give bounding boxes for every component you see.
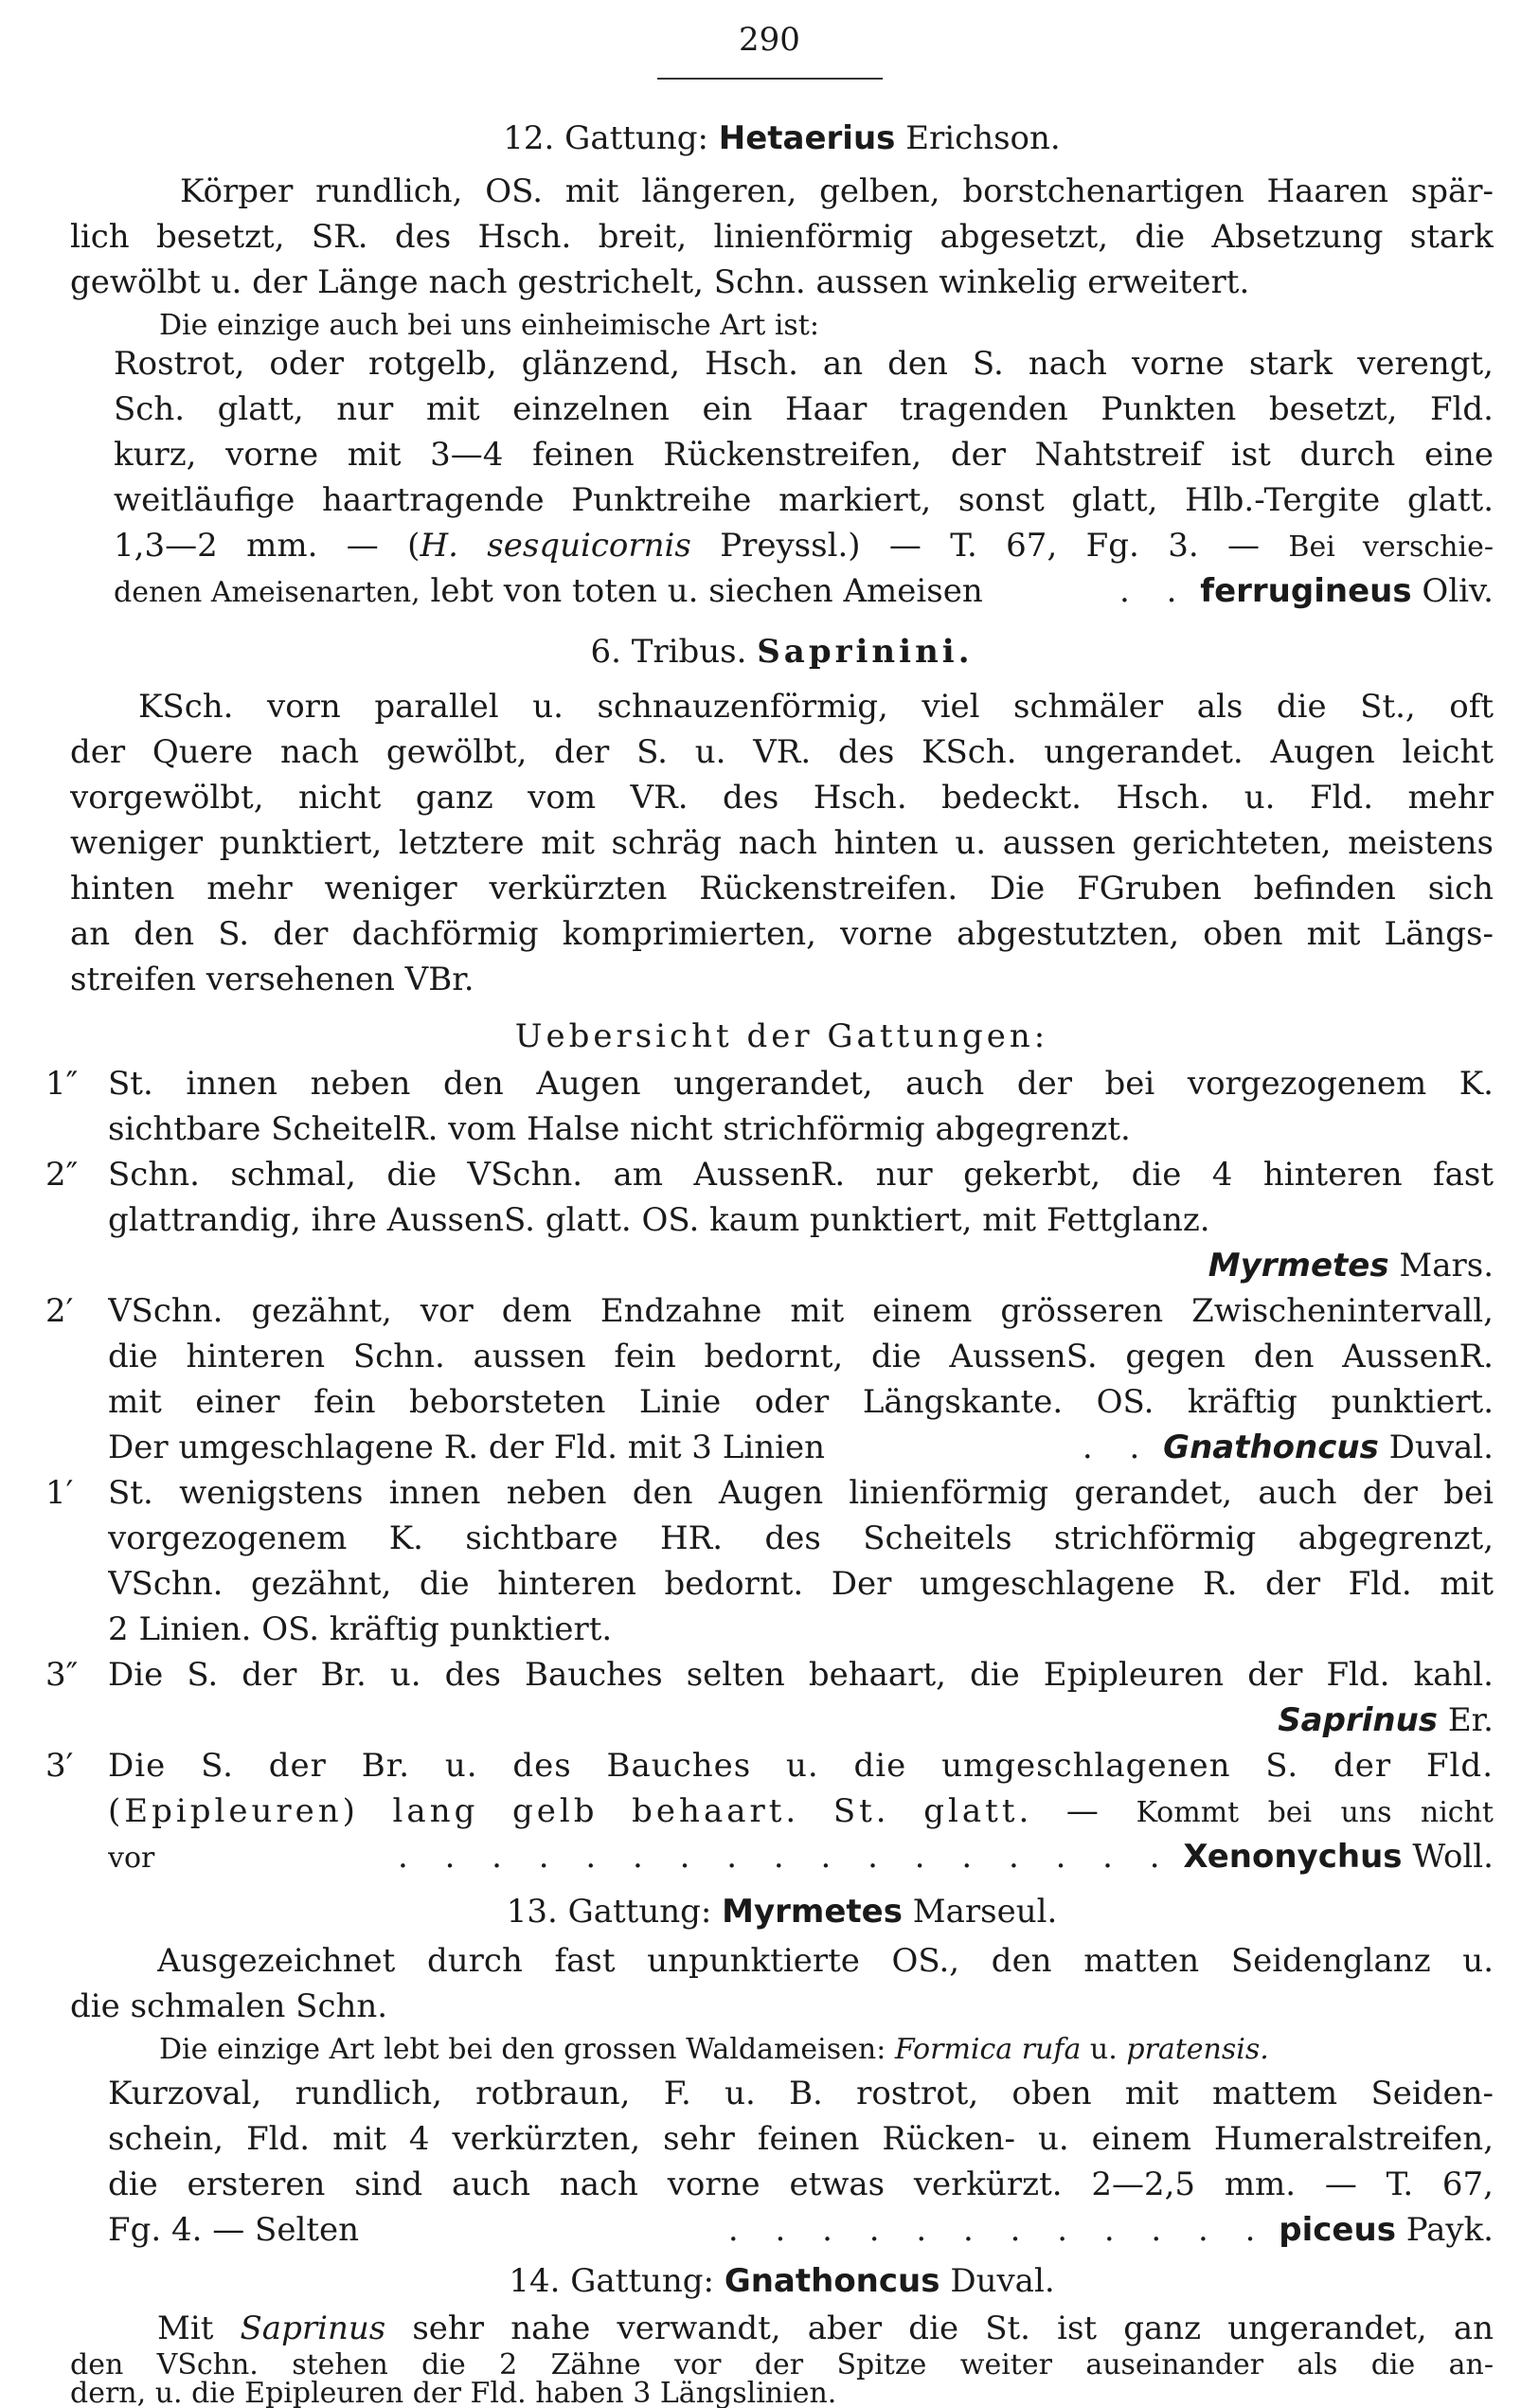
heading-number: 13. Gattung: [506,1893,712,1931]
small-text: denen Ameisenarten, [114,576,421,609]
paragraph-line: an den S. der dachförmig komprimierten, vorne abgestutzten, oben mit Längs- [70,915,1494,953]
species-measure-line [114,523,1494,568]
species-name: piceus [1279,2211,1396,2249]
key-genus-author: Mars. [1399,1247,1494,1285]
key-line: St. wenigstens innen neben den Augen linienförmig gerandet, auch der bei [108,1474,1494,1512]
heading-number: 14. Gattung: [509,2262,714,2300]
key-result [108,1698,1494,1743]
key-couplet-mark: 3′ [45,1747,74,1785]
key-line: Die S. der Br. u. des Bauches selten behaart, die Epipleuren der Fld. kahl. [108,1656,1494,1694]
key-genus-name: Gnathoncus [1163,1429,1379,1466]
species-name-block [1119,568,1494,614]
species-description-line: Kurzoval, rundlich, rotbraun, F. u. B. rostrot, oben mit mattem Seiden- [108,2075,1494,2112]
paragraph-line: vorgewölbt, nicht ganz vom VR. des Hsch. bedeckt. Hsch. u. Fld. mehr [70,779,1494,817]
key-genus-name: Xenonychus [1183,1838,1403,1876]
leader-dots: . . [1082,1429,1154,1466]
paragraph-line: die schmalen Schn. [70,1987,388,2025]
species-description-line: Sch. glatt, nur mit einzelnen ein Haar tragenden Punkten besetzt, Fld. [114,390,1494,428]
text-run: Fg. 4. — Selten [108,2211,359,2249]
genus-14-heading [70,2258,1494,2304]
species-description-line: kurz, vorne mit 3—4 feinen Rückenstreifen, der Nahtstreif ist durch eine [114,436,1494,474]
key-line [108,1788,1494,1834]
heading-genus: Myrmetes [722,1893,903,1931]
heading-author: Marseul. [912,1893,1058,1931]
text-run: Der umgeschlagene R. der Fld. mit 3 Linien [108,1429,825,1466]
genus-13-heading [70,1889,1494,1934]
species-final-line [108,2207,1494,2253]
taxon-name: Formica rufa [894,2033,1082,2066]
leader-dots: . . . . . . . . . . . . . . . . . [397,1838,1173,1876]
paragraph-line: Ausgezeichnet durch fast unpunktierte OS., den matten Seidenglanz u. [157,1942,1494,1980]
key-couplet-mark: 2″ [45,1156,79,1194]
paragraph-line [157,2306,1494,2351]
species-name-block [728,2207,1494,2253]
key-line-with-result [108,1425,1494,1470]
key-line: St. innen neben den Augen ungerandet, auch der bei vorgezogenem K. [108,1065,1494,1103]
text-run: Mit [157,2309,241,2347]
taxon-name: pratensis. [1126,2033,1269,2066]
key-line: Die S. der Br. u. des Bauches u. die umgeschlagenen S. der Fld. [108,1747,1494,1785]
genus-12-heading [70,116,1494,161]
paragraph-line: dern, u. die Epipleuren der Fld. haben 3 Längslinien. [70,2380,837,2408]
tribus-heading [70,629,1494,674]
paragraph-line: weniger punktiert, letztere mit schräg nach hinten u. aussen gerichteten, meistens [70,824,1494,862]
text-run: 1,3—2 mm. — ( [114,527,421,565]
page-number: 290 [739,21,800,59]
species-author: Oliv. [1422,572,1494,610]
key-line: 2 Linien. OS. kräftig punktiert. [108,1610,613,1648]
leader-dots: . . [1119,572,1190,610]
key-genus-author: Er. [1447,1701,1494,1739]
heading-genus: Hetaerius [718,119,896,157]
key-result [108,1243,1494,1288]
key-line: VSchn. gezähnt, die hinteren bedornt. Der umgeschlagene R. der Fld. mit [108,1565,1494,1603]
key-line: die hinteren Schn. aussen fein bedornt, die AussenS. gegen den AussenR. [108,1338,1494,1375]
text-run: u. [1081,2033,1127,2066]
key-genus-name: Saprinus [1278,1701,1439,1739]
text-run: lebt von toten u. siechen Ameisen [420,572,983,610]
key-line: VSchn. gezähnt, vor dem Endzahne mit einem grösseren Zwischenintervall, [108,1292,1494,1330]
paragraph-line: gewölbt u. der Länge nach gestrichelt, Schn. aussen winkelig erweitert. [70,263,1250,301]
small-text: vor [108,1842,155,1875]
small-text: Bei verschie- [1288,530,1494,564]
key-line: sichtbare ScheitelR. vom Halse nicht strichförmig abgegrenzt. [108,1110,1131,1148]
paragraph-line: lich besetzt, SR. des Hsch. breit, linienförmig abgesetzt, die Absetzung stark [70,218,1494,256]
species-author: Payk. [1405,2211,1494,2249]
key-line: mit einer fein beborsteten Linie oder Längskante. OS. kräftig punktiert. [108,1383,1494,1421]
species-description-line: weitläufige haartragende Punktreihe markiert, sonst glatt, Hlb.-Tergite glatt. [114,481,1494,519]
note-line [159,2027,1539,2073]
heading-number: 6. Tribus. [590,633,747,671]
species-final-line [114,568,1494,614]
key-couplet-mark: 1′ [45,1474,74,1512]
key-line: glattrandig, ihre AussenS. glatt. OS. kaum punktiert, mit Fettglanz. [108,1201,1210,1239]
heading-number: 12. Gattung: [503,119,708,157]
text-run: (Epipleuren) lang gelb behaart. St. glatt. — [108,1792,1136,1830]
paragraph-line: Körper rundlich, OS. mit längeren, gelben, borstchenartigen Haaren spär- [180,172,1494,210]
taxon-name: Saprinus [240,2309,386,2347]
species-description-line: Rostrot, oder rotgelb, glänzend, Hsch. an den S. nach vorne stark verengt, [114,345,1494,383]
heading-genus: Gnathoncus [724,2262,940,2300]
text-run: Preyssl.) — T. 67, Fg. 3. — [690,527,1289,565]
small-text: Kommt bei uns nicht [1136,1796,1494,1829]
key-couplet-mark: 1″ [45,1065,79,1103]
paragraph-line: hinten mehr weniger verkürzten Rückenstreifen. Die FGruben befinden sich [70,870,1494,907]
species-name: ferrugineus [1200,572,1412,610]
key-line: Schn. schmal, die VSchn. am AussenR. nur gekerbt, die 4 hinteren fast [108,1156,1494,1194]
key-genus-author: Woll. [1412,1838,1494,1876]
key-title: Uebersicht der Gattungen: [514,1017,1049,1055]
key-line: vorgezogenem K. sichtbare HR. des Scheitels strichförmig abgegrenzt, [108,1519,1494,1557]
species-description-line: schein, Fld. mit 4 verkürzten, sehr feinen Rücken- u. einem Humeralstreifen, [108,2120,1494,2158]
page-number-rule [657,78,883,80]
key-couplet-mark: 3″ [45,1656,79,1694]
text-run: sehr nahe verwandt, aber die St. ist ganz ungerandet, an [385,2309,1494,2347]
paragraph-line: der Quere nach gewölbt, der S. u. VR. des KSch. ungerandet. Augen leicht [70,733,1494,771]
paragraph-line: streifen versehenen VBr. [70,961,474,998]
key-result [398,1834,1494,1879]
key-couplet-mark: 2′ [45,1292,74,1330]
note-line: Die einzige auch bei uns einheimische Art ist: [159,309,819,342]
heading-author: Erichson. [905,119,1061,157]
synonym-name: H. sesquicornis [420,527,691,565]
leader-dots: . . . . . . . . . . . . [727,2211,1269,2249]
paragraph-line: den VSchn. stehen die 2 Zähne vor der Spitze weiter auseinander als die an- [70,2351,1494,2380]
heading-author: Duval. [950,2262,1055,2300]
key-result [1083,1425,1494,1470]
key-line-with-result [108,1834,1494,1879]
key-genus-name: Myrmetes [1208,1247,1389,1285]
paragraph-line: KSch. vorn parallel u. schnauzenförmig, viel schmäler als die St., oft [138,688,1494,726]
text-run: Die einzige Art lebt bei den grossen Waldameisen: [159,2033,895,2066]
heading-tribus: Saprinini. [757,633,974,671]
key-genus-author: Duval. [1388,1429,1494,1466]
species-description-line: die ersteren sind auch nach vorne etwas verkürzt. 2—2,5 mm. — T. 67, [108,2165,1494,2203]
